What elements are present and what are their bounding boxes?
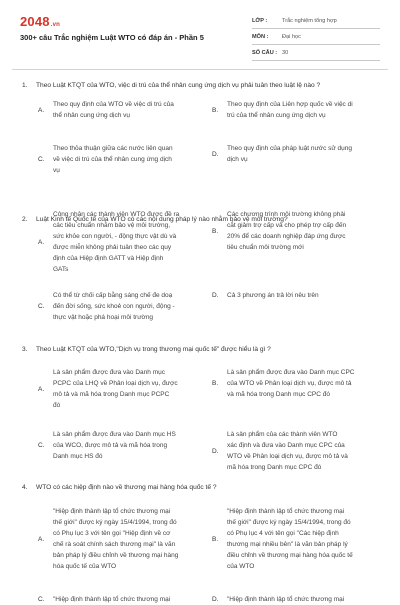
- meta-value: 30: [282, 49, 289, 56]
- option-text-line: bản pháp lý điều chỉnh về thương mại hàng: [53, 552, 179, 559]
- option-text: [53, 506, 203, 572]
- option-text-line: WTO về Phân loại dịch vụ, được mô tả và: [227, 453, 348, 460]
- option-letter: A.: [38, 238, 45, 246]
- answer-option[interactable]: [212, 367, 378, 400]
- meta-row-count: [252, 45, 380, 61]
- option-text-line: xác định và đưa vào Danh mục CPC của: [227, 442, 345, 449]
- option-letter: C.: [38, 156, 45, 163]
- option-text: [53, 429, 203, 462]
- answer-option[interactable]: [38, 99, 204, 121]
- answer-option[interactable]: [38, 143, 204, 176]
- option-text-line: Là sản phẩm được đưa vào Danh mục: [53, 369, 165, 376]
- option-letter: D.: [212, 292, 219, 299]
- option-text-line: tiêu chuẩn môi trường mới: [227, 244, 304, 251]
- option-text-line: có Phụ lục 3 với tên gọi "Hiệp định về cơ: [53, 530, 171, 537]
- option-text-line: thực vật hoặc phá hoại môi trường: [53, 314, 154, 321]
- option-text-line: mô tả và mã hóa trong Danh mục PCPC: [53, 391, 170, 398]
- answer-option[interactable]: [212, 209, 378, 253]
- option-letter: C.: [38, 303, 45, 310]
- option-letter: D.: [212, 447, 219, 455]
- option-text-line: cắt giảm trợ cấp và cho phép trợ cấp đến: [227, 222, 347, 229]
- option-text-line: đó: [53, 402, 61, 409]
- meta-label: LỚP :: [252, 17, 268, 24]
- option-text-line: của WTO: [227, 563, 255, 570]
- option-text-line: "Hiệp định thành lập tổ chức thương mại: [53, 508, 171, 515]
- option-text: [227, 290, 377, 301]
- site-logo[interactable]: 2048.vn: [20, 14, 61, 29]
- option-text: [227, 143, 377, 165]
- question-text: Theo Luật KTQT của WTO,"Dịch vụ trong thương mại quốc tế" được hiểu là gì ?: [36, 346, 271, 353]
- option-letter: A.: [38, 385, 45, 393]
- option-text-line: Danh mục HS đó: [53, 453, 103, 460]
- option-text-line: được miễn không phải tuân theo các quy: [53, 244, 172, 251]
- option-text-line: GATs: [53, 266, 69, 273]
- option-text-line: Theo quy định của Liên hợp quốc về việc di: [227, 101, 353, 108]
- answer-option[interactable]: [38, 506, 204, 572]
- option-text: [227, 99, 377, 121]
- question-text: Luật Kinh tế Quốc tế của WTO có các nội dung pháp lý nào nhằm bảo vệ môi trường?: [36, 216, 288, 223]
- meta-row-class: [252, 13, 380, 29]
- option-text-line: định của Hiệp định GATT và Hiệp định: [53, 255, 164, 262]
- option-text-line: Là sản phẩm của các thành viên WTO: [227, 431, 338, 438]
- option-text-line: "Hiệp định thành lập tổ chức thương mại: [227, 508, 345, 515]
- answer-option[interactable]: [212, 290, 378, 301]
- answer-option[interactable]: [212, 143, 378, 165]
- option-text-line: Theo quy định của pháp luật nước sử dụng: [227, 145, 352, 152]
- meta-label: SỐ CÂU :: [252, 49, 278, 56]
- question-number: 1.: [22, 82, 28, 89]
- option-letter: C.: [38, 596, 45, 603]
- option-text-line: sức khỏe con người, - động thực vật dù và: [53, 233, 177, 240]
- option-text-line: thể nhân cung ứng dịch vụ: [53, 112, 130, 119]
- option-text-line: Theo quy định của WTO về việc di trú của: [53, 101, 174, 108]
- option-text-line: Là sản phẩm được đưa vào Danh mục CPC: [227, 369, 355, 376]
- question-number: 3.: [22, 346, 28, 353]
- question-text: WTO có các hiệp định nào về thương mại hàng hóa quốc tế ?: [36, 484, 217, 491]
- option-text: [227, 429, 377, 473]
- option-text-line: chế rà soát chính sách thương mại" là văn: [53, 541, 176, 548]
- option-text-line: mã hóa trong Danh mục CPC đó: [227, 464, 322, 471]
- option-text: [53, 209, 203, 275]
- option-text: [53, 143, 203, 176]
- answer-option[interactable]: [38, 429, 204, 462]
- option-text-line: 20% để các doanh nghiệp đáp ứng được: [227, 233, 346, 240]
- answer-option[interactable]: [212, 429, 378, 473]
- option-letter: B.: [212, 227, 219, 235]
- option-letter: A.: [38, 106, 45, 114]
- question-number: 4.: [22, 484, 28, 491]
- option-text-line: thế giới" được ký ngày 15/4/1994, trong đó: [227, 519, 351, 526]
- meta-row-subject: [252, 29, 380, 45]
- option-text-line: Các chương trình môi trường không phải: [227, 211, 346, 218]
- document-title: 300+ câu Trắc nghiệm Luật WTO có đáp án - Phần 5: [20, 33, 204, 42]
- question-text: Theo Luật KTQT của WTO, việc di trú của thể nhân cung ứng dịch vụ phải tuân theo luật lệ nào ?: [36, 82, 321, 89]
- option-text: [227, 367, 377, 400]
- option-text-line: của WCO, được mô tả và mã hóa trong: [53, 442, 168, 449]
- answer-option[interactable]: [38, 290, 204, 323]
- option-letter: D.: [212, 150, 219, 158]
- meta-label: MÔN :: [252, 33, 269, 40]
- option-text: [227, 209, 377, 253]
- option-text-line: các tiêu chuẩn nhằm bảo vệ môi trường,: [53, 222, 171, 229]
- option-text-line: thế giới" được ký ngày 15/4/1994, trong đó: [53, 519, 177, 526]
- option-text-line: hóa quốc tế của WTO: [53, 563, 117, 570]
- option-letter: C.: [38, 442, 45, 449]
- option-text-line: điều chỉnh về thương mại hàng hóa quốc tế: [227, 552, 353, 559]
- meta-value: Trắc nghiệm tổng hợp: [282, 17, 337, 24]
- option-letter: A.: [38, 535, 45, 543]
- answer-option[interactable]: [38, 367, 204, 411]
- option-text-line: Theo thỏa thuận giữa các nước liên quan: [53, 145, 173, 152]
- document-header: [0, 0, 400, 60]
- option-text-line: vụ: [53, 167, 60, 174]
- answer-option[interactable]: [38, 209, 204, 275]
- option-text-line: PCPC của LHQ về Phân loại dịch vụ, được: [53, 380, 178, 387]
- answer-option[interactable]: [212, 506, 378, 572]
- option-text: [53, 367, 203, 411]
- option-text-line: về việc di trú của thể nhân cung ứng dịch: [53, 156, 172, 163]
- option-letter: B.: [212, 380, 219, 387]
- header-divider: [12, 69, 388, 70]
- option-letter: B.: [212, 106, 219, 114]
- option-text: [53, 99, 203, 121]
- option-letter: D.: [212, 596, 219, 603]
- option-text-line: thương mại nhiều bên" là văn bản pháp lý: [227, 541, 348, 548]
- option-text-line: dịch vụ: [227, 156, 248, 163]
- option-letter: B.: [212, 535, 219, 543]
- option-text-line: của WTO về Phân loại dịch vụ, được mô tả: [227, 380, 352, 387]
- option-text: [227, 506, 377, 572]
- option-text-line: có Phụ lục 4 với tên gọi "Các hiệp định: [227, 530, 339, 537]
- option-text-line: Cả 3 phương án trả lời nêu trên: [227, 292, 319, 299]
- option-text-line: và mã hóa trong Danh mục CPC đó: [227, 391, 330, 398]
- option-text-line: "Hiệp định thành lập tổ chức thương mại: [227, 596, 345, 603]
- option-text-line: đến đời sống, sức khoẻ con người, động -: [53, 303, 175, 310]
- option-text-line: Là sản phẩm được đưa vào Danh mục HS: [53, 431, 176, 438]
- meta-value: Đại học: [282, 33, 301, 40]
- option-text-line: Có thể từ chối cấp bằng sáng chế đe doạ: [53, 292, 173, 299]
- option-text-line: trú của thể nhân cung ứng dịch vụ: [227, 112, 326, 119]
- question-number: 2.: [22, 216, 28, 223]
- option-text-line: Công nhận các thành viên WTO được đề ra: [53, 211, 180, 218]
- answer-option[interactable]: [212, 99, 378, 121]
- option-text-line: "Hiệp định thành lập tổ chức thương mại: [53, 596, 171, 603]
- document-meta: [252, 13, 380, 61]
- option-text: [53, 290, 203, 323]
